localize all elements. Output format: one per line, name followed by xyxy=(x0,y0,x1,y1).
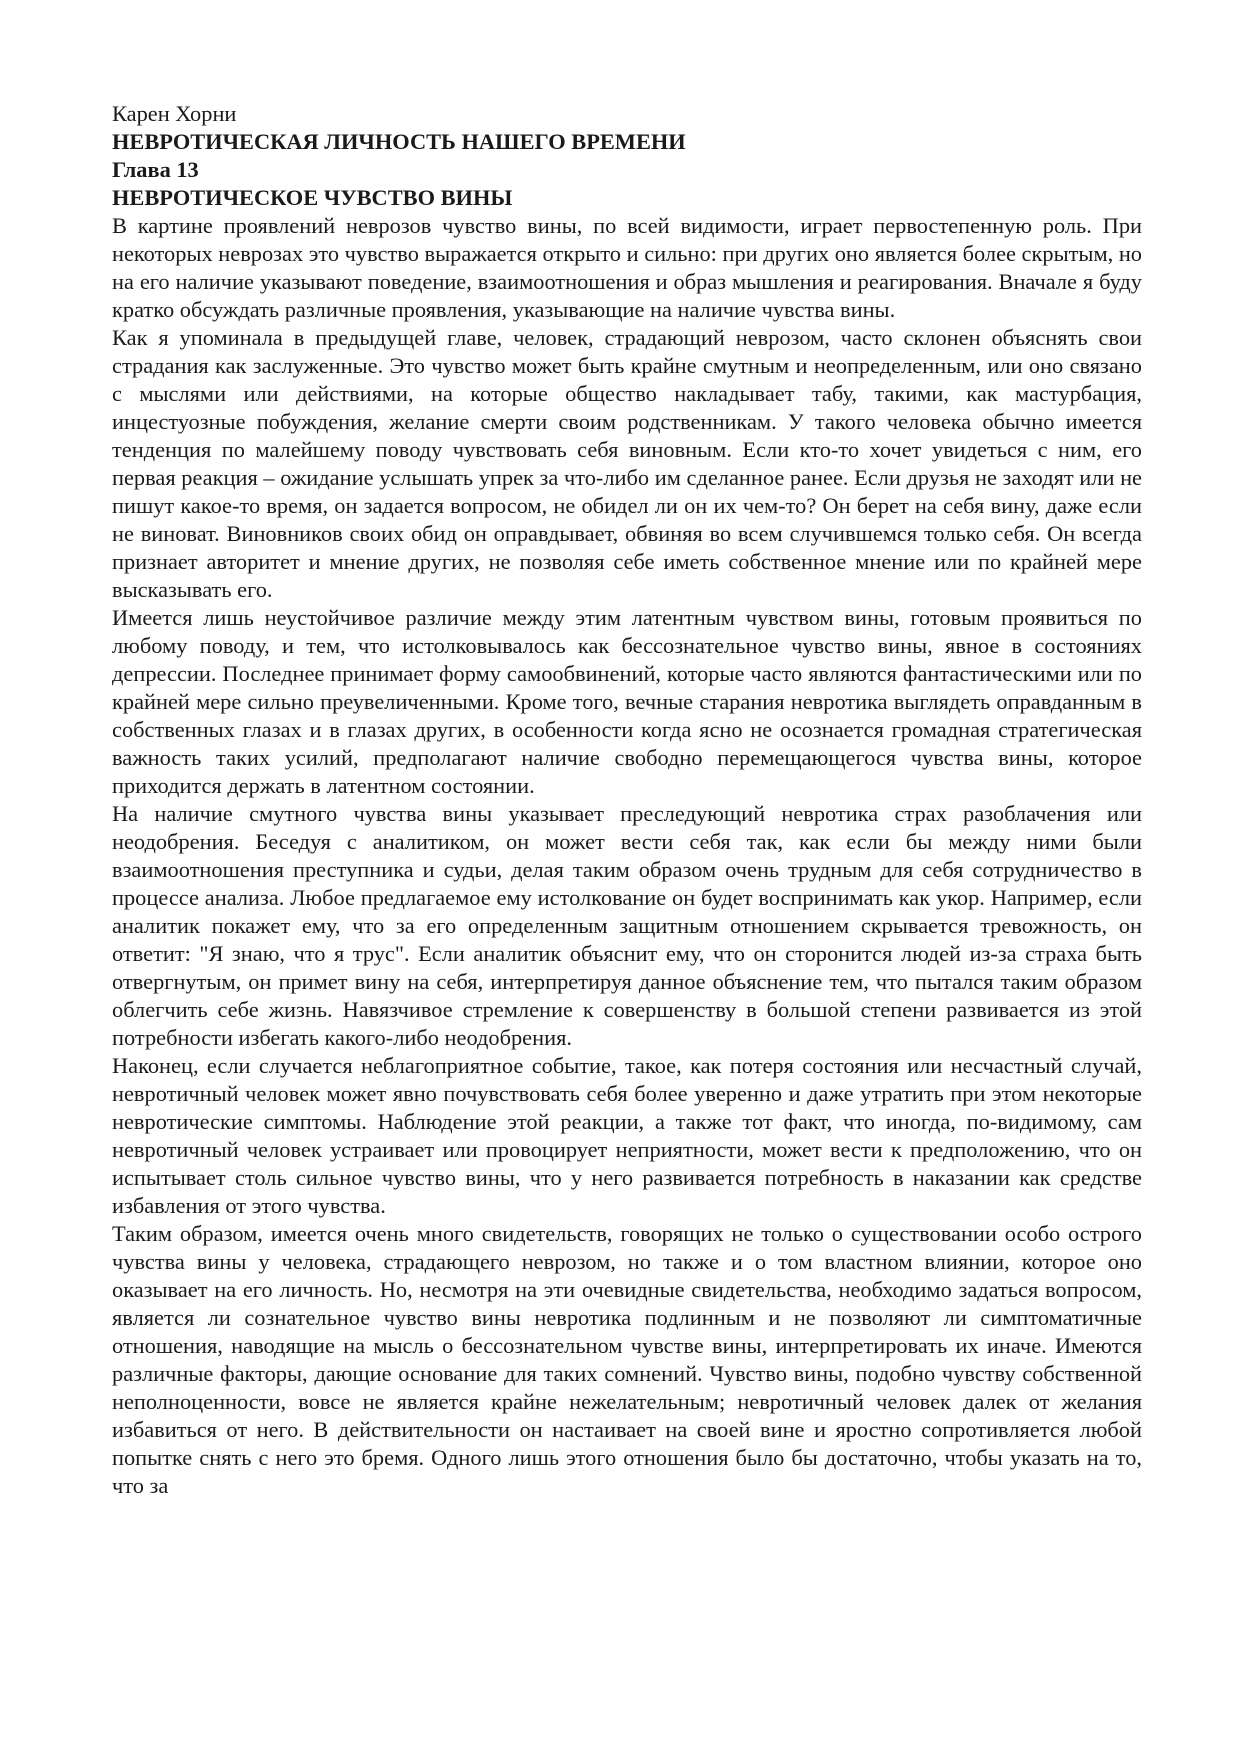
author-name: Карен Хорни xyxy=(112,101,237,126)
chapter-number: Глава 13 xyxy=(112,157,199,182)
paragraph: Как я упоминала в предыдущей главе, человек, страдающий неврозом, часто склонен объяснять свои страдания как заслуженные. Это чувство может быть крайне смутным и неопределенным, или оно связано с мыслями или действиями, на которые общество накладывает табу, такими, как мастурбация, инцестуозные побуждения, желание смерти своим родственникам. У такого человека обычно имеется тенденция по малейшему поводу чувствовать себя виновным. Если кто-то хочет увидеться с ним, его первая реакция – ожидание услышать упрек за что-либо им сделанное ранее. Если друзья не заходят или не пишут какое-то время, он задается вопросом, не обидел ли он их чем-то? Он берет на себя вину, даже если не виноват. Виновников своих обид он оправдывает, обвиняя во всем случившемся только себя. Он всегда признает авторитет и мнение других, не позволяя себе иметь собственное мнение или по крайней мере высказывать его. xyxy=(112,325,1142,602)
paragraph: На наличие смутного чувства вины указывает преследующий невротика страх разоблачения или неодобрения. Беседуя с аналитиком, он может вести себя так, как если бы между ними были взаимоотношения преступника и судьи, делая таким образом очень трудным для себя сотрудничество в процессе анализа. Любое предлагаемое ему истолкование он будет воспринимать как укор. Например, если аналитик покажет ему, что за его определенным защитным отношением скрывается тревожность, он ответит: "Я знаю, что я трус". Если аналитик объяснит ему, что он сторонится людей из-за страха быть отвергнутым, он примет вину на себя, интерпретируя данное объяснение тем, что пытался таким образом облегчить себе жизнь. Навязчивое стремление к совершенству в большой степени развивается из этой потребности избегать какого-либо неодобрения. xyxy=(112,801,1142,1050)
chapter-title: НЕВРОТИЧЕСКОЕ ЧУВСТВО ВИНЫ xyxy=(112,185,513,210)
paragraph: В картине проявлений неврозов чувство вины, по всей видимости, играет первостепенную роль. При некоторых неврозах это чувство выражается открыто и сильно: при других оно является более скрытым, но на его наличие указывают поведение, взаимоотношения и образ мышления и реагирования. Вначале я буду кратко обсуждать различные проявления, указывающие на наличие чувства вины. xyxy=(112,213,1142,322)
paragraph: Таким образом, имеется очень много свидетельств, говорящих не только о существовании особо острого чувства вины у человека, страдающего неврозом, но также и о том властном влиянии, которое оно оказывает на его личность. Но, несмотря на эти очевидные свидетельства, необходимо задаться вопросом, является ли сознательное чувство вины невротика подлинным и не позволяют ли симптоматичные отношения, наводящие на мысль о бессознательном чувстве вины, интерпретировать их иначе. Имеются различные факторы, дающие основание для таких сомнений. Чувство вины, подобно чувству собственной неполноценности, вовсе не является крайне нежелательным; невротичный человек далек от желания избавиться от него. В действительности он настаивает на своей вине и яростно сопротивляется любой попытке снять с него это бремя. Одного лишь этого отношения было бы достаточно, чтобы указать на то, что за xyxy=(112,1221,1142,1498)
document-page xyxy=(112,100,1142,1500)
paragraph: Имеется лишь неустойчивое различие между этим латентным чувством вины, готовым проявиться по любому поводу, и тем, что истолковывалось как бессознательное чувство вины, явное в состояниях депрессии. Последнее принимает форму самообвинений, которые часто являются фантастическими или по крайней мере сильно преувеличенными. Кроме того, вечные старания невротика выглядеть оправданным в собственных глазах и в глазах других, в особенности когда ясно не осознается громадная стратегическая важность таких усилий, предполагают наличие свободно перемещающегося чувства вины, которое приходится держать в латентном состоянии. xyxy=(112,605,1142,798)
paragraph: Наконец, если случается неблагоприятное событие, такое, как потеря состояния или несчастный случай, невротичный человек может явно почувствовать себя более уверенно и даже утратить при этом некоторые невротические симптомы. Наблюдение этой реакции, а также тот факт, что иногда, по-видимому, сам невротичный человек устраивает или провоцирует неприятности, может вести к предположению, что он испытывает столь сильное чувство вины, что у него развивается потребность в наказании как средстве избавления от этого чувства. xyxy=(112,1053,1142,1218)
book-title: НЕВРОТИЧЕСКАЯ ЛИЧНОСТЬ НАШЕГО ВРЕМЕНИ xyxy=(112,129,686,154)
